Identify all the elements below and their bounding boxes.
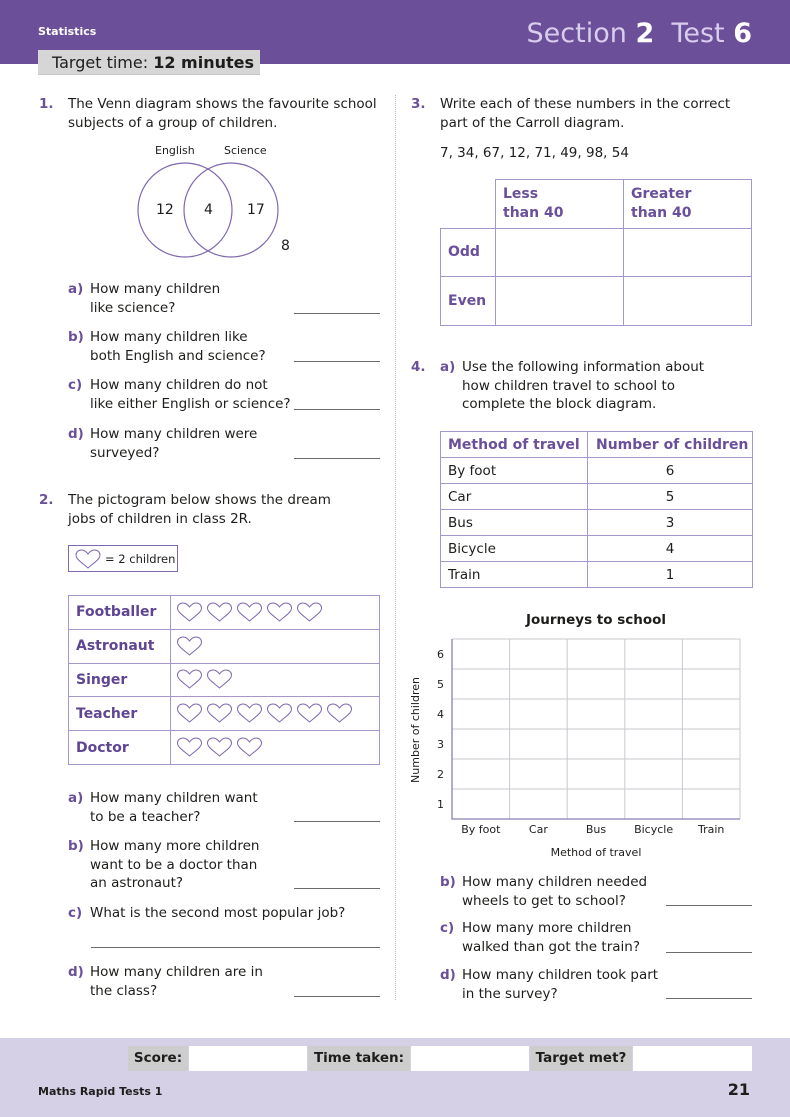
q2a (68, 789, 388, 829)
part-text-line: Use the following information about (462, 359, 705, 375)
travel-method: Bicycle (441, 536, 588, 562)
part-text-line: wheels to get to school? (462, 892, 626, 909)
chart-x-tick-label: Bus (585, 823, 607, 836)
part-text-line: like either English or science? (90, 395, 291, 412)
pictogram-row (69, 629, 380, 663)
part-text-line: How many more children (462, 920, 632, 936)
q1b (68, 328, 388, 368)
venn-only-english: 12 (156, 202, 174, 218)
q2c-answer-line[interactable] (91, 947, 380, 948)
q1-number: 1. (39, 96, 54, 112)
pictogram-key (68, 545, 178, 572)
part-text (462, 966, 658, 1003)
part-letter: b) (68, 329, 84, 345)
chart-y-tick-label: 6 (437, 648, 444, 661)
part-text (462, 873, 647, 910)
pictogram-row (69, 731, 380, 765)
carroll-cell-odd-less[interactable] (496, 228, 624, 277)
part-letter: a) (68, 281, 84, 297)
chart-y-tick-label: 1 (437, 798, 444, 811)
q2d-answer-line[interactable] (294, 996, 380, 997)
carroll-row-header: Odd (441, 228, 496, 277)
header-line: than 40 (503, 204, 564, 221)
travel-method: By foot (441, 458, 588, 484)
travel-table (440, 431, 753, 588)
travel-method: Bus (441, 510, 588, 536)
q2-text (68, 491, 331, 529)
part-text-line: How many children (90, 281, 221, 297)
pictogram-job-label: Doctor (69, 731, 171, 765)
carroll-corner (441, 180, 496, 229)
test-number: 6 (733, 18, 752, 49)
travel-count: 5 (588, 484, 753, 510)
time-taken-input[interactable] (411, 1046, 529, 1071)
q4c-answer-line[interactable] (666, 952, 752, 953)
part-text-line: How many more children (90, 838, 260, 854)
q4d (440, 966, 760, 1006)
heart-icon (176, 636, 203, 657)
q3-text-line: part of the Carroll diagram. (440, 115, 625, 131)
pictogram-job-label: Astronaut (69, 629, 171, 663)
travel-method: Train (441, 562, 588, 588)
carroll-col-header (496, 180, 624, 229)
part-text (90, 963, 263, 1000)
heart-icon (206, 602, 233, 623)
venn-only-science: 17 (247, 202, 265, 218)
q3-numbers: 7, 34, 67, 12, 71, 49, 98, 54 (440, 145, 629, 161)
target-met-label: Target met? (530, 1046, 632, 1071)
q1c (68, 376, 388, 416)
part-text: What is the second most popular job? (90, 905, 346, 921)
chart-x-tick-label: Train (697, 823, 725, 836)
heart-icon (176, 669, 203, 690)
part-letter: c) (68, 905, 83, 921)
travel-header-method: Method of travel (441, 432, 588, 458)
page-title (527, 18, 752, 49)
pictogram-job-label: Teacher (69, 697, 171, 731)
chart-y-tick-label: 3 (437, 738, 444, 751)
pictogram-row (69, 663, 380, 697)
score-label: Score: (128, 1046, 188, 1071)
book-title: Maths Rapid Tests 1 (38, 1085, 163, 1098)
carroll-row-header: Even (441, 277, 496, 326)
part-text-line: walked than got the train? (462, 938, 640, 955)
part-text-line: to be a teacher? (90, 808, 201, 825)
travel-table-row (441, 562, 753, 588)
part-letter: a) (68, 790, 84, 806)
q1a-answer-line[interactable] (294, 313, 380, 314)
title-test-word: Test (671, 18, 725, 49)
carroll-cell-even-less[interactable] (496, 277, 624, 326)
pictogram (68, 595, 380, 765)
section-name: Statistics (38, 25, 97, 38)
travel-method: Car (441, 484, 588, 510)
title-section-word: Section (526, 18, 627, 49)
q4-number: 4. (411, 359, 426, 375)
carroll-col-header (624, 180, 752, 229)
part-text-line: in the survey? (462, 985, 558, 1002)
part-text (90, 837, 259, 893)
part-text-line: an astronaut? (90, 875, 184, 891)
heart-icon (266, 703, 293, 724)
q3-text-line: Write each of these numbers in the correct (440, 96, 731, 112)
part-text-line: like science? (90, 299, 176, 316)
heart-icon (75, 549, 101, 570)
heart-icon (206, 737, 233, 758)
chart-x-tick-label: By foot (461, 823, 501, 836)
q1b-answer-line[interactable] (294, 361, 380, 362)
q2d (68, 963, 388, 1003)
travel-count: 6 (588, 458, 753, 484)
q1a (68, 280, 388, 320)
chart-y-tick-label: 4 (437, 708, 444, 721)
part-text-line: how children travel to school to (462, 377, 676, 394)
key-text: = 2 children (105, 552, 176, 566)
chart-y-axis-label: Number of children (409, 677, 422, 783)
travel-table-row (441, 458, 753, 484)
heart-icon (236, 703, 263, 724)
part-text (90, 280, 220, 317)
chart-y-tick-label: 2 (437, 768, 444, 781)
part-text-line: both English and science? (90, 347, 266, 364)
q1d-answer-line[interactable] (294, 458, 380, 459)
heart-icon (326, 703, 353, 724)
part-letter: b) (68, 838, 84, 854)
q1-text (68, 95, 377, 133)
pictogram-job-label: Footballer (69, 596, 171, 630)
travel-table-row (441, 484, 753, 510)
chart-y-tick-label: 5 (437, 678, 444, 691)
heart-icon (296, 602, 323, 623)
pictogram-hearts (171, 629, 380, 663)
travel-count: 3 (588, 510, 753, 536)
pictogram-hearts (171, 697, 380, 731)
column-divider (395, 95, 396, 1000)
target-time-value: 12 minutes (153, 53, 255, 72)
part-letter: a) (440, 359, 456, 375)
heart-icon (176, 737, 203, 758)
part-text-line: How many children do not (90, 377, 268, 393)
part-text-line: the class? (90, 982, 158, 999)
q2-text-line: jobs of children in class 2R. (68, 511, 252, 527)
q2a-answer-line[interactable] (294, 821, 380, 822)
part-text (462, 358, 704, 414)
q4a (440, 358, 760, 418)
chart-title: Journeys to school (525, 612, 667, 628)
part-text (90, 425, 257, 462)
q2-number: 2. (39, 492, 54, 508)
heart-icon (206, 669, 233, 690)
carroll-diagram (440, 179, 752, 326)
q3-number: 3. (411, 96, 426, 112)
travel-header-count: Number of children (588, 432, 753, 458)
part-letter: d) (68, 964, 84, 980)
heart-icon (176, 703, 203, 724)
header-line: Greater (631, 185, 692, 202)
header-line: Less (503, 185, 539, 202)
part-text-line: want to be a doctor than (90, 856, 258, 873)
q4b-answer-line[interactable] (666, 905, 752, 906)
q4d-answer-line[interactable] (666, 998, 752, 999)
part-letter: b) (440, 874, 456, 890)
part-text-line: How many children like (90, 329, 248, 345)
q2c (68, 904, 388, 926)
carroll-cell-odd-greater[interactable] (624, 228, 752, 277)
time-taken-label: Time taken: (308, 1046, 410, 1071)
q2-text-line: The pictogram below shows the dream (68, 492, 331, 508)
pictogram-hearts (171, 663, 380, 697)
target-met-input[interactable] (633, 1046, 752, 1071)
travel-table-row (441, 510, 753, 536)
pictogram-job-label: Singer (69, 663, 171, 697)
travel-count: 1 (588, 562, 753, 588)
venn-set-a-label: English (155, 144, 195, 157)
heart-icon (206, 703, 233, 724)
page-number: 21 (727, 1080, 750, 1099)
part-text-line: How many children were (90, 426, 258, 442)
part-letter: c) (68, 377, 83, 393)
heart-icon (236, 602, 263, 623)
venn-both: 4 (204, 202, 213, 218)
journeys-block-chart (400, 600, 770, 870)
part-text (90, 376, 291, 413)
part-text (90, 789, 258, 826)
part-text-line: surveyed? (90, 444, 160, 461)
section-number: 2 (635, 18, 655, 49)
venn-circle-english (138, 163, 232, 257)
q3-text (440, 95, 730, 133)
chart-x-tick-label: Car (528, 823, 548, 836)
part-text-line: How many children want (90, 790, 258, 806)
heart-icon (296, 703, 323, 724)
part-letter: d) (68, 426, 84, 442)
part-text-line: How many children needed (462, 874, 648, 890)
pictogram-hearts (171, 596, 380, 630)
q4b (440, 873, 760, 913)
q4c (440, 919, 760, 959)
part-text (90, 328, 266, 365)
pictogram-row (69, 697, 380, 731)
travel-table-row (441, 536, 753, 562)
part-text-line: How many children are in (90, 964, 263, 980)
part-text (462, 919, 640, 956)
heart-icon (266, 602, 293, 623)
venn-set-b-label: Science (224, 144, 267, 157)
part-letter: d) (440, 967, 456, 983)
q1d (68, 425, 388, 465)
pictogram-row (69, 596, 380, 630)
carroll-cell-even-greater[interactable] (624, 277, 752, 326)
target-time-banner (38, 50, 260, 75)
target-time-label: Target time: (52, 53, 149, 72)
heart-icon (176, 602, 203, 623)
q1-text-line: The Venn diagram shows the favourite school (68, 96, 377, 112)
chart-x-axis-label: Method of travel (550, 846, 642, 859)
q1c-answer-line[interactable] (294, 409, 380, 410)
travel-count: 4 (588, 536, 753, 562)
q2b-answer-line[interactable] (294, 888, 380, 889)
part-letter: c) (440, 920, 455, 936)
part-text-line: How many children took part (462, 967, 659, 983)
chart-x-tick-label: Bicycle (634, 823, 674, 836)
header-line: than 40 (631, 204, 692, 221)
part-text-line: complete the block diagram. (462, 396, 657, 412)
score-input[interactable] (189, 1046, 307, 1071)
heart-icon (236, 737, 263, 758)
venn-neither: 8 (281, 238, 290, 254)
q1-text-line: subjects of a group of children. (68, 115, 278, 131)
pictogram-hearts (171, 731, 380, 765)
